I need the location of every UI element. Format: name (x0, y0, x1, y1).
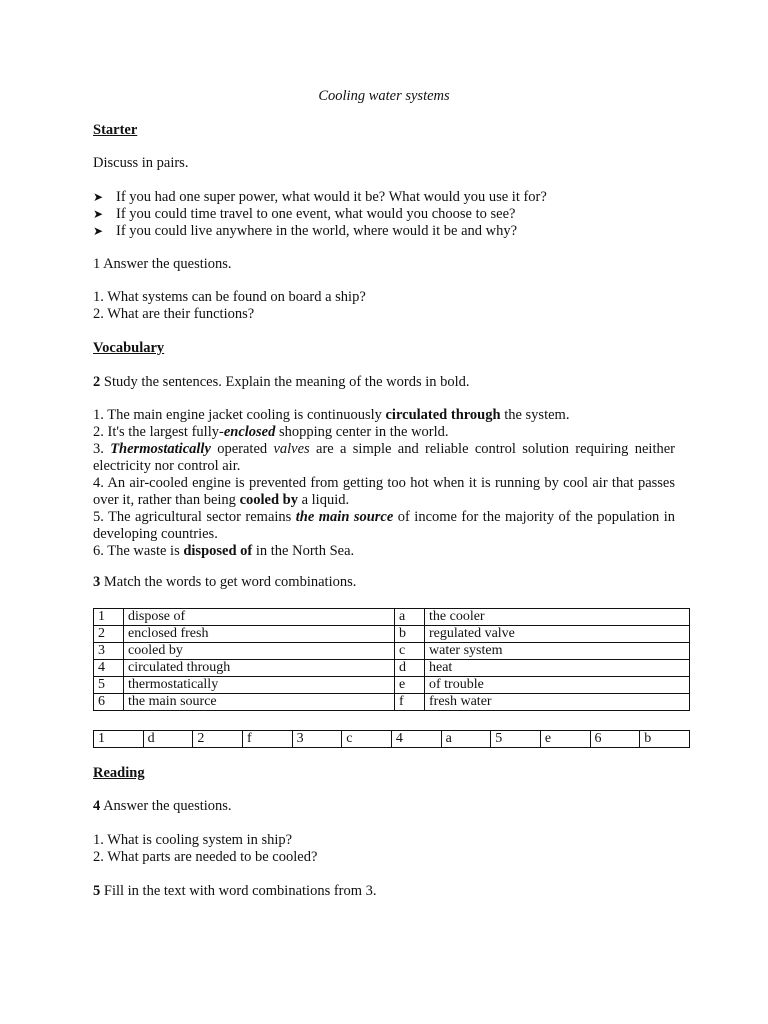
vocabulary-heading: Vocabulary (93, 340, 165, 356)
row-number: 5 (94, 677, 124, 694)
bullet-text: If you could time travel to one event, what would you choose to see? (116, 206, 516, 222)
bullet-text: If you could live anywhere in the world, where would it be and why? (116, 223, 518, 239)
left-phrase: thermostatically (124, 677, 395, 694)
answer-cell: 1 (94, 731, 144, 748)
sentence-text: 3. (93, 441, 111, 457)
table-row (94, 643, 690, 660)
answer-cell: c (342, 731, 392, 748)
question-line: 2. What parts are needed to be cooled? (93, 849, 318, 865)
bold-term: enclosed (223, 424, 276, 440)
sentence-text: shopping center in the world. (275, 424, 449, 440)
arrow-bullet-icon: ➤ (93, 207, 104, 221)
sentence-text: operated (210, 441, 274, 457)
task-text: Match the words to get word combinations. (100, 574, 357, 590)
task-5-instruction (93, 883, 675, 900)
question-line: 2. What are their functions? (93, 306, 255, 322)
sentence-text: 5. The agricultural sector remains (93, 509, 296, 525)
bold-term: disposed of (183, 543, 253, 559)
row-letter: c (395, 643, 425, 660)
table-row (94, 626, 690, 643)
bullet-text: If you had one super power, what would it be? What would you use it for? (116, 189, 547, 205)
reading-heading: Reading (93, 765, 145, 781)
sentence-text: 2. It's the largest fully- (93, 424, 224, 440)
bullet-item (93, 189, 675, 206)
table-row (94, 677, 690, 694)
answer-cell: f (242, 731, 292, 748)
task-3-instruction (93, 574, 675, 591)
answer-cell: 6 (590, 731, 640, 748)
task-1-instruction: 1 Answer the questions. (93, 256, 232, 272)
right-phrase: heat (425, 660, 690, 677)
row-number: 1 (94, 609, 124, 626)
table-row (94, 609, 690, 626)
starter-heading: Starter (93, 122, 138, 138)
starter-bullet-list (93, 189, 675, 240)
task-text: Answer the questions. (100, 798, 232, 814)
answer-cell: 2 (193, 731, 243, 748)
task-text: Study the sentences. Explain the meaning of the words in bold. (100, 374, 470, 390)
row-letter: d (395, 660, 425, 677)
sentence-text: of income for the majority of the population in developing countries. (93, 509, 675, 542)
answer-cell: e (540, 731, 590, 748)
sentence-text: in the North Sea. (252, 543, 355, 559)
row-letter: b (395, 626, 425, 643)
table-row (94, 660, 690, 677)
task-text: Fill in the text with word combinations from 3. (100, 883, 377, 899)
right-phrase: the cooler (425, 609, 690, 626)
starter-intro: Discuss in pairs. (93, 155, 189, 171)
left-phrase: dispose of (124, 609, 395, 626)
bullet-item (93, 223, 675, 240)
right-phrase: fresh water (425, 694, 690, 711)
bold-term: circulated through (385, 407, 501, 423)
task-4-instruction (93, 798, 675, 815)
row-number: 6 (94, 694, 124, 711)
answer-cell: 3 (292, 731, 342, 748)
row-number: 4 (94, 660, 124, 677)
sentence-text: the system. (500, 407, 570, 423)
task-1-questions (93, 289, 675, 323)
answer-cell: 5 (491, 731, 541, 748)
left-phrase: cooled by (124, 643, 395, 660)
arrow-bullet-icon: ➤ (93, 190, 104, 204)
left-phrase: the main source (124, 694, 395, 711)
sentence-text: 4. An air-cooled engine is prevented from getting too hot when it is running by cool air that passes over it, rather than being (93, 475, 675, 508)
sentence-1 (93, 407, 675, 424)
left-phrase: circulated through (124, 660, 395, 677)
sentence-text: 6. The waste is (93, 543, 184, 559)
bullet-item (93, 206, 675, 223)
answer-row (94, 731, 690, 748)
sentence-text: are a simple and reliable control solution requiring neither electricity nor control air. (93, 441, 675, 474)
task-4-questions (93, 832, 675, 866)
row-number: 3 (94, 643, 124, 660)
sentence-text: a liquid. (297, 492, 350, 508)
sentence-text: 1. The main engine jacket cooling is continuously (93, 407, 386, 423)
answer-cell: d (143, 731, 193, 748)
sentence-3 (93, 441, 675, 475)
sentence-2 (93, 424, 675, 441)
task-2-instruction (93, 374, 675, 391)
task-number: 4 (93, 798, 101, 814)
sentence-6 (93, 543, 675, 560)
vocabulary-sentences (93, 407, 675, 560)
task-number: 3 (93, 574, 101, 590)
answer-cell: a (441, 731, 491, 748)
bold-term: Thermostatically (110, 441, 211, 457)
task-number: 2 (93, 374, 101, 390)
arrow-bullet-icon: ➤ (93, 224, 104, 238)
answer-cell: 4 (391, 731, 441, 748)
answer-key-table (93, 730, 690, 748)
right-phrase: water system (425, 643, 690, 660)
italic-term: valves (273, 441, 310, 457)
left-phrase: enclosed fresh (124, 626, 395, 643)
bold-term: the main source (295, 509, 394, 525)
row-letter: e (395, 677, 425, 694)
question-line: 1. What is cooling system in ship? (93, 832, 293, 848)
sentence-4 (93, 475, 675, 509)
row-letter: f (395, 694, 425, 711)
question-line: 1. What systems can be found on board a ship? (93, 289, 366, 305)
task-number: 5 (93, 883, 101, 899)
right-phrase: of trouble (425, 677, 690, 694)
matching-table (93, 608, 690, 711)
bold-term: cooled by (239, 492, 298, 508)
table-row (94, 694, 690, 711)
sentence-5 (93, 509, 675, 543)
document-title: Cooling water systems (318, 88, 450, 104)
right-phrase: regulated valve (425, 626, 690, 643)
row-number: 2 (94, 626, 124, 643)
answer-cell: b (640, 731, 690, 748)
row-letter: a (395, 609, 425, 626)
